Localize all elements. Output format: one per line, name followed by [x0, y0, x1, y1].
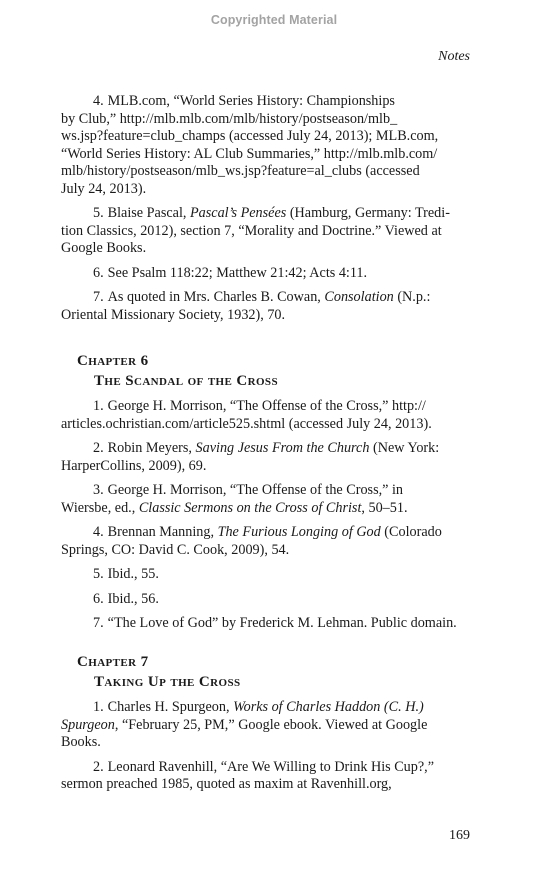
copyright-watermark: Copyrighted Material	[210, 13, 338, 27]
notes-list-chapter-7	[61, 699, 471, 801]
chapter-7-heading: Chapter 7	[77, 654, 149, 670]
ch6-note-5: 5. Ibid., 55.	[93, 566, 159, 582]
ch6-note-2: 2. Robin Meyers, Saving Jesus From the Church (New York: HarperCollins, 2009), 69.	[61, 440, 440, 474]
chapter-6-title: The Scandal of the Cross	[94, 373, 278, 389]
page-number: 169	[449, 828, 470, 843]
note-6: 6. See Psalm 118:22; Matthew 21:42; Acts 4:11.	[93, 264, 368, 281]
ch6-note-7: 7. “The Love of God” by Frederick M. Lehman. Public domain.	[93, 615, 457, 631]
chapter-7-title: Taking Up the Cross	[94, 674, 241, 690]
chapter-6-heading: Chapter 6	[77, 353, 149, 369]
ch7-note-2: 2. Leonard Ravenhill, “Are We Willing to Drink His Cup?,” sermon preached 1985, quoted as maxim at Ravenhill.org,	[61, 758, 435, 792]
note-5: 5. Blaise Pascal, Pascal’s Pensées (Hamburg, Germany: Tredi- tion Classics, 2012), section 7, “Morality and Doctrine.” Viewed at Google Books.	[61, 205, 450, 256]
ch7-note-1: 1. Charles H. Spurgeon, Works of Charles Haddon (C. H.) Spurgeon, “February 25, PM,” Google ebook. Viewed at Google Books.	[61, 699, 428, 750]
note-7: 7. As quoted in Mrs. Charles B. Cowan, Consolation (N.p.: Oriental Missionary Society, 1932), 70.	[61, 289, 431, 323]
ch6-note-3: 3. George H. Morrison, “The Offense of the Cross,” in Wiersbe, ed., Classic Sermons on the Cross of Christ, 50–51.	[61, 482, 408, 516]
running-head: Notes	[438, 49, 470, 64]
ch6-note-6: 6. Ibid., 56.	[93, 590, 159, 607]
notes-list-top	[61, 93, 471, 331]
ch6-note-4: 4. Brennan Manning, The Furious Longing of God (Colorado Springs, CO: David C. Cook, 2009), 54.	[61, 524, 442, 558]
notes-list-chapter-6	[61, 398, 471, 640]
ch6-note-1: 1. George H. Morrison, “The Offense of the Cross,” http:// articles.ochristian.com/article525.shtml (accessed July 24, 2013).	[61, 398, 432, 432]
note-4: 4. MLB.com, “World Series History: Championships by Club,” http://mlb.mlb.com/mlb/history/postseason/mlb_ ws.jsp?feature=club_champs (accessed July 24, 2013); MLB.com, “World Series History: AL Club Summaries,” http://mlb.mlb.com/ mlb/history/postseason/mlb_ws.jsp?feature=al_clubs (accessed July 24, 2013).	[61, 93, 439, 197]
